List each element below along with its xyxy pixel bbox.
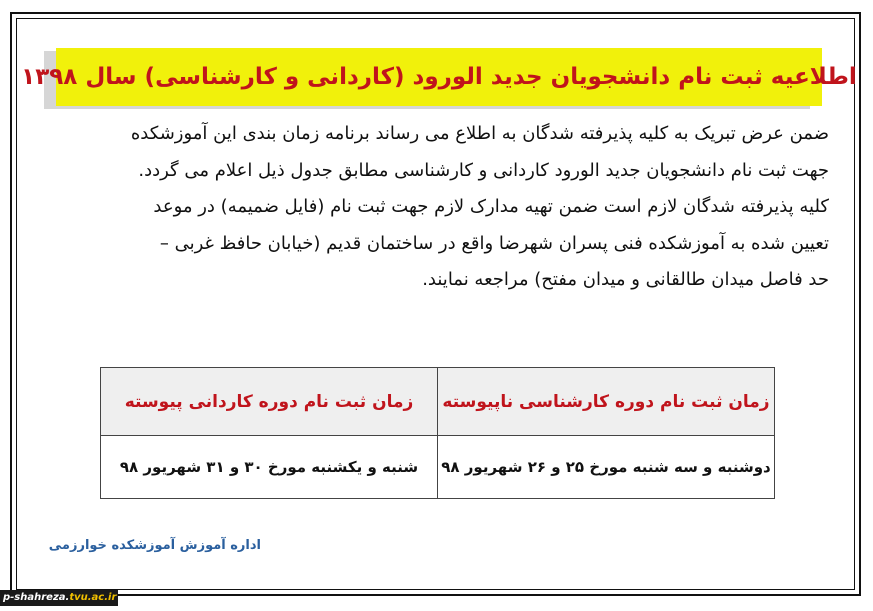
watermark-prefix: p-shahreza. <box>3 592 70 603</box>
issuer-signature: اداره آموزش آموزشکده خوارزمی <box>48 538 261 553</box>
body-line: حد فاصل میدان طالقانی و میدان مفتح) مراجعه نمایند. <box>422 269 829 290</box>
announcement-body <box>44 116 829 299</box>
body-line: تعیین شده به آموزشکده فنی پسران شهرضا واقع در ساختمان قدیم (خیابان حافظ غربی – <box>159 232 829 254</box>
header-bachelor-registration: زمان ثبت نام دوره کارشناسی ناپیوسته <box>438 368 775 436</box>
announcement-title-block <box>21 48 857 112</box>
body-line: جهت ثبت نام دانشجویان جدید الورود کاردانی و کارشناسی مطابق جدول ذیل اعلام می گردد. <box>138 159 829 181</box>
watermark-domain: tvu.ac.ir <box>69 592 117 603</box>
table-header-row <box>101 368 775 436</box>
table-row <box>101 436 775 499</box>
announcement-title: اطلاعیه ثبت نام دانشجویان جدید الورود (کاردانی و کارشناسی) سال ۱۳۹۸ <box>21 64 857 90</box>
associate-registration-dates: شنبه و یکشنبه مورخ ۳۰ و ۳۱ شهریور ۹۸ <box>101 436 438 499</box>
bachelor-registration-dates: دوشنبه و سه شنبه مورخ ۲۵ و ۲۶ شهریور ۹۸ <box>438 436 775 499</box>
registration-schedule-table <box>100 367 775 499</box>
site-watermark <box>0 590 118 606</box>
title-banner <box>21 48 857 106</box>
header-associate-registration: زمان ثبت نام دوره کاردانی پیوسته <box>101 368 438 436</box>
body-line: کلیه پذیرفته شدگان لازم است ضمن تهیه مدارک لازم جهت ثبت نام (فایل ضمیمه) در موعد <box>153 196 829 217</box>
body-line: ضمن عرض تبریک به کلیه پذیرفته شدگان به اطلاع می رساند برنامه زمان بندی این آموزشکده <box>130 123 829 144</box>
